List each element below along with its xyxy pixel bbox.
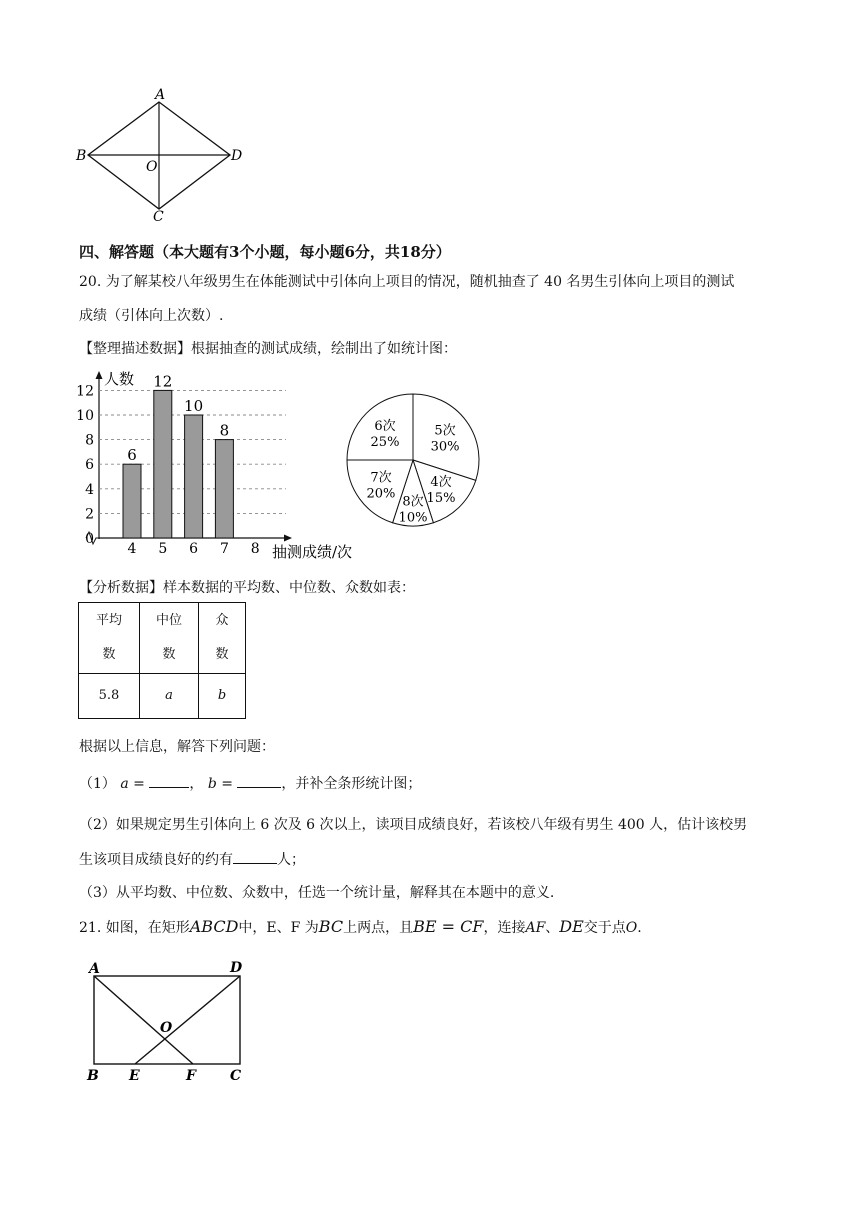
- bar-data-label: 6: [127, 446, 137, 465]
- part2-line1: （2）如果规定男生引体向上 6 次及 6 次以上，读项目成绩良好，若该校八年级有男生 400 人，估计该校男: [79, 817, 748, 833]
- y-axis-title: 人数: [104, 370, 135, 388]
- segment-af: [94, 976, 193, 1064]
- label-c: C: [153, 209, 164, 225]
- pie-chart: [340, 390, 490, 540]
- q20-analyze-line: 【分析数据】样本数据的平均数、中位数、众数如表：: [79, 580, 415, 596]
- q21-tail: 交于点: [583, 920, 626, 936]
- pie-slice-percent: 15%: [426, 491, 456, 507]
- answer-intro: 根据以上信息，解答下列问题：: [79, 739, 275, 755]
- part1-b-label: b =: [207, 776, 233, 792]
- part1-number: （1）: [79, 776, 116, 792]
- x-tick-label: 8: [250, 541, 260, 557]
- answer-blank-a[interactable]: [149, 773, 189, 788]
- table-row: [79, 603, 246, 674]
- label-a: A: [89, 961, 100, 977]
- label-e: E: [129, 1068, 140, 1084]
- part1-a-label: a =: [120, 776, 145, 792]
- pie-slice-percent: 10%: [398, 510, 428, 526]
- q21-rect-name: ABCD: [189, 917, 239, 936]
- label-b: B: [87, 1068, 99, 1084]
- pie-slice-label: 7次: [370, 470, 392, 486]
- segment-de: [135, 976, 240, 1064]
- label-f: F: [186, 1068, 196, 1084]
- part1-tail: ，并补全条形统计图；: [281, 776, 422, 792]
- answer-blank-count[interactable]: [233, 849, 277, 864]
- label-o: O: [160, 1020, 173, 1036]
- label-c: C: [230, 1068, 242, 1084]
- q21-mid2: 上两点，且: [343, 920, 414, 936]
- y-tick-label: 0: [85, 531, 94, 547]
- y-tick-label: 12: [76, 383, 94, 400]
- part1-separator: ，: [189, 776, 204, 792]
- q21-end: .: [637, 920, 642, 936]
- y-tick-label: 10: [76, 408, 94, 424]
- x-tick-label: 6: [189, 541, 199, 557]
- q20-intro-line1: 20. 为了解某校八年级男生在体能测试中引体向上项目的情况，随机抽查了 40 名男生引体向上项目的测试: [79, 274, 735, 290]
- y-tick-label: 4: [85, 481, 94, 498]
- table-cell-mode: b: [199, 674, 246, 719]
- answer-blank-b[interactable]: [237, 773, 281, 788]
- q21-mid3: ，连接: [483, 920, 526, 936]
- x-tick-label: 5: [158, 541, 168, 557]
- section-heading: 四、解答题（本大题有3个小题，每小题6分，共18分）: [79, 243, 451, 261]
- bar: [215, 440, 233, 538]
- rhombus-figure: [70, 86, 260, 226]
- pie-slice-label: 8次: [402, 494, 424, 510]
- label-o: O: [146, 159, 158, 175]
- pie-slice-percent: 30%: [430, 439, 460, 455]
- q20-organize-line: 【整理描述数据】根据抽查的测试成绩，绘制出了如统计图：: [79, 341, 457, 357]
- x-tick-label: 4: [127, 541, 137, 557]
- q21-equation: BE = CF: [413, 917, 484, 936]
- part2-line2: [79, 849, 305, 870]
- x-tick-label: 7: [219, 541, 229, 557]
- table-cell-mean: 5.8: [79, 674, 140, 719]
- pie-slice-percent: 25%: [370, 434, 400, 450]
- label-d: D: [231, 148, 243, 164]
- bar: [154, 390, 172, 538]
- table-header-median: 中位 数: [140, 603, 199, 674]
- y-tick-label: 6: [85, 457, 94, 474]
- pie-slice-label: 5次: [434, 423, 456, 439]
- stats-table: [78, 602, 246, 719]
- q21-af: AF: [525, 920, 546, 936]
- q20-intro-line2: 成绩（引体向上次数）.: [79, 308, 224, 324]
- part2-text-b: 人；: [277, 852, 305, 868]
- bar-data-label: 8: [219, 421, 230, 440]
- y-tick-label: 2: [85, 506, 94, 523]
- x-axis-arrow: [284, 535, 292, 542]
- label-d: D: [230, 960, 243, 976]
- part3-line: （3）从平均数、中位数、众数中，任选一个统计量，解释其在本题中的意义.: [79, 885, 555, 901]
- table-row: [79, 674, 246, 719]
- pie-slice-percent: 20%: [366, 486, 396, 502]
- bar: [123, 464, 141, 538]
- pie-slice-label: 4次: [430, 475, 452, 491]
- q21-mid1: 中，E、F 为: [238, 920, 319, 936]
- part2-text-a: 生该项目成绩良好的约有: [79, 852, 233, 868]
- q21-line: [79, 917, 642, 938]
- table-header-mean: 平均 数: [79, 603, 140, 674]
- bar-data-label: 12: [153, 372, 173, 391]
- label-b: B: [76, 148, 87, 164]
- y-axis-arrow: [96, 371, 103, 379]
- pie-slice-label: 6次: [374, 418, 396, 434]
- rectangle-figure: [80, 955, 260, 1085]
- q21-prefix: 21. 如图，在矩形: [79, 920, 190, 936]
- part1-line: [79, 773, 421, 794]
- label-a: A: [155, 87, 166, 103]
- q21-o: O: [625, 920, 638, 936]
- x-axis-title: 抽测成绩/次: [272, 543, 353, 561]
- table-header-mode: 众 数: [199, 603, 246, 674]
- q21-segment: BC: [318, 917, 344, 936]
- y-tick-label: 8: [85, 432, 94, 449]
- bar-data-label: 10: [184, 397, 204, 415]
- table-cell-median: a: [140, 674, 199, 719]
- q21-de: DE: [559, 917, 584, 936]
- q21-sep: 、: [545, 920, 560, 936]
- bar: [185, 415, 203, 538]
